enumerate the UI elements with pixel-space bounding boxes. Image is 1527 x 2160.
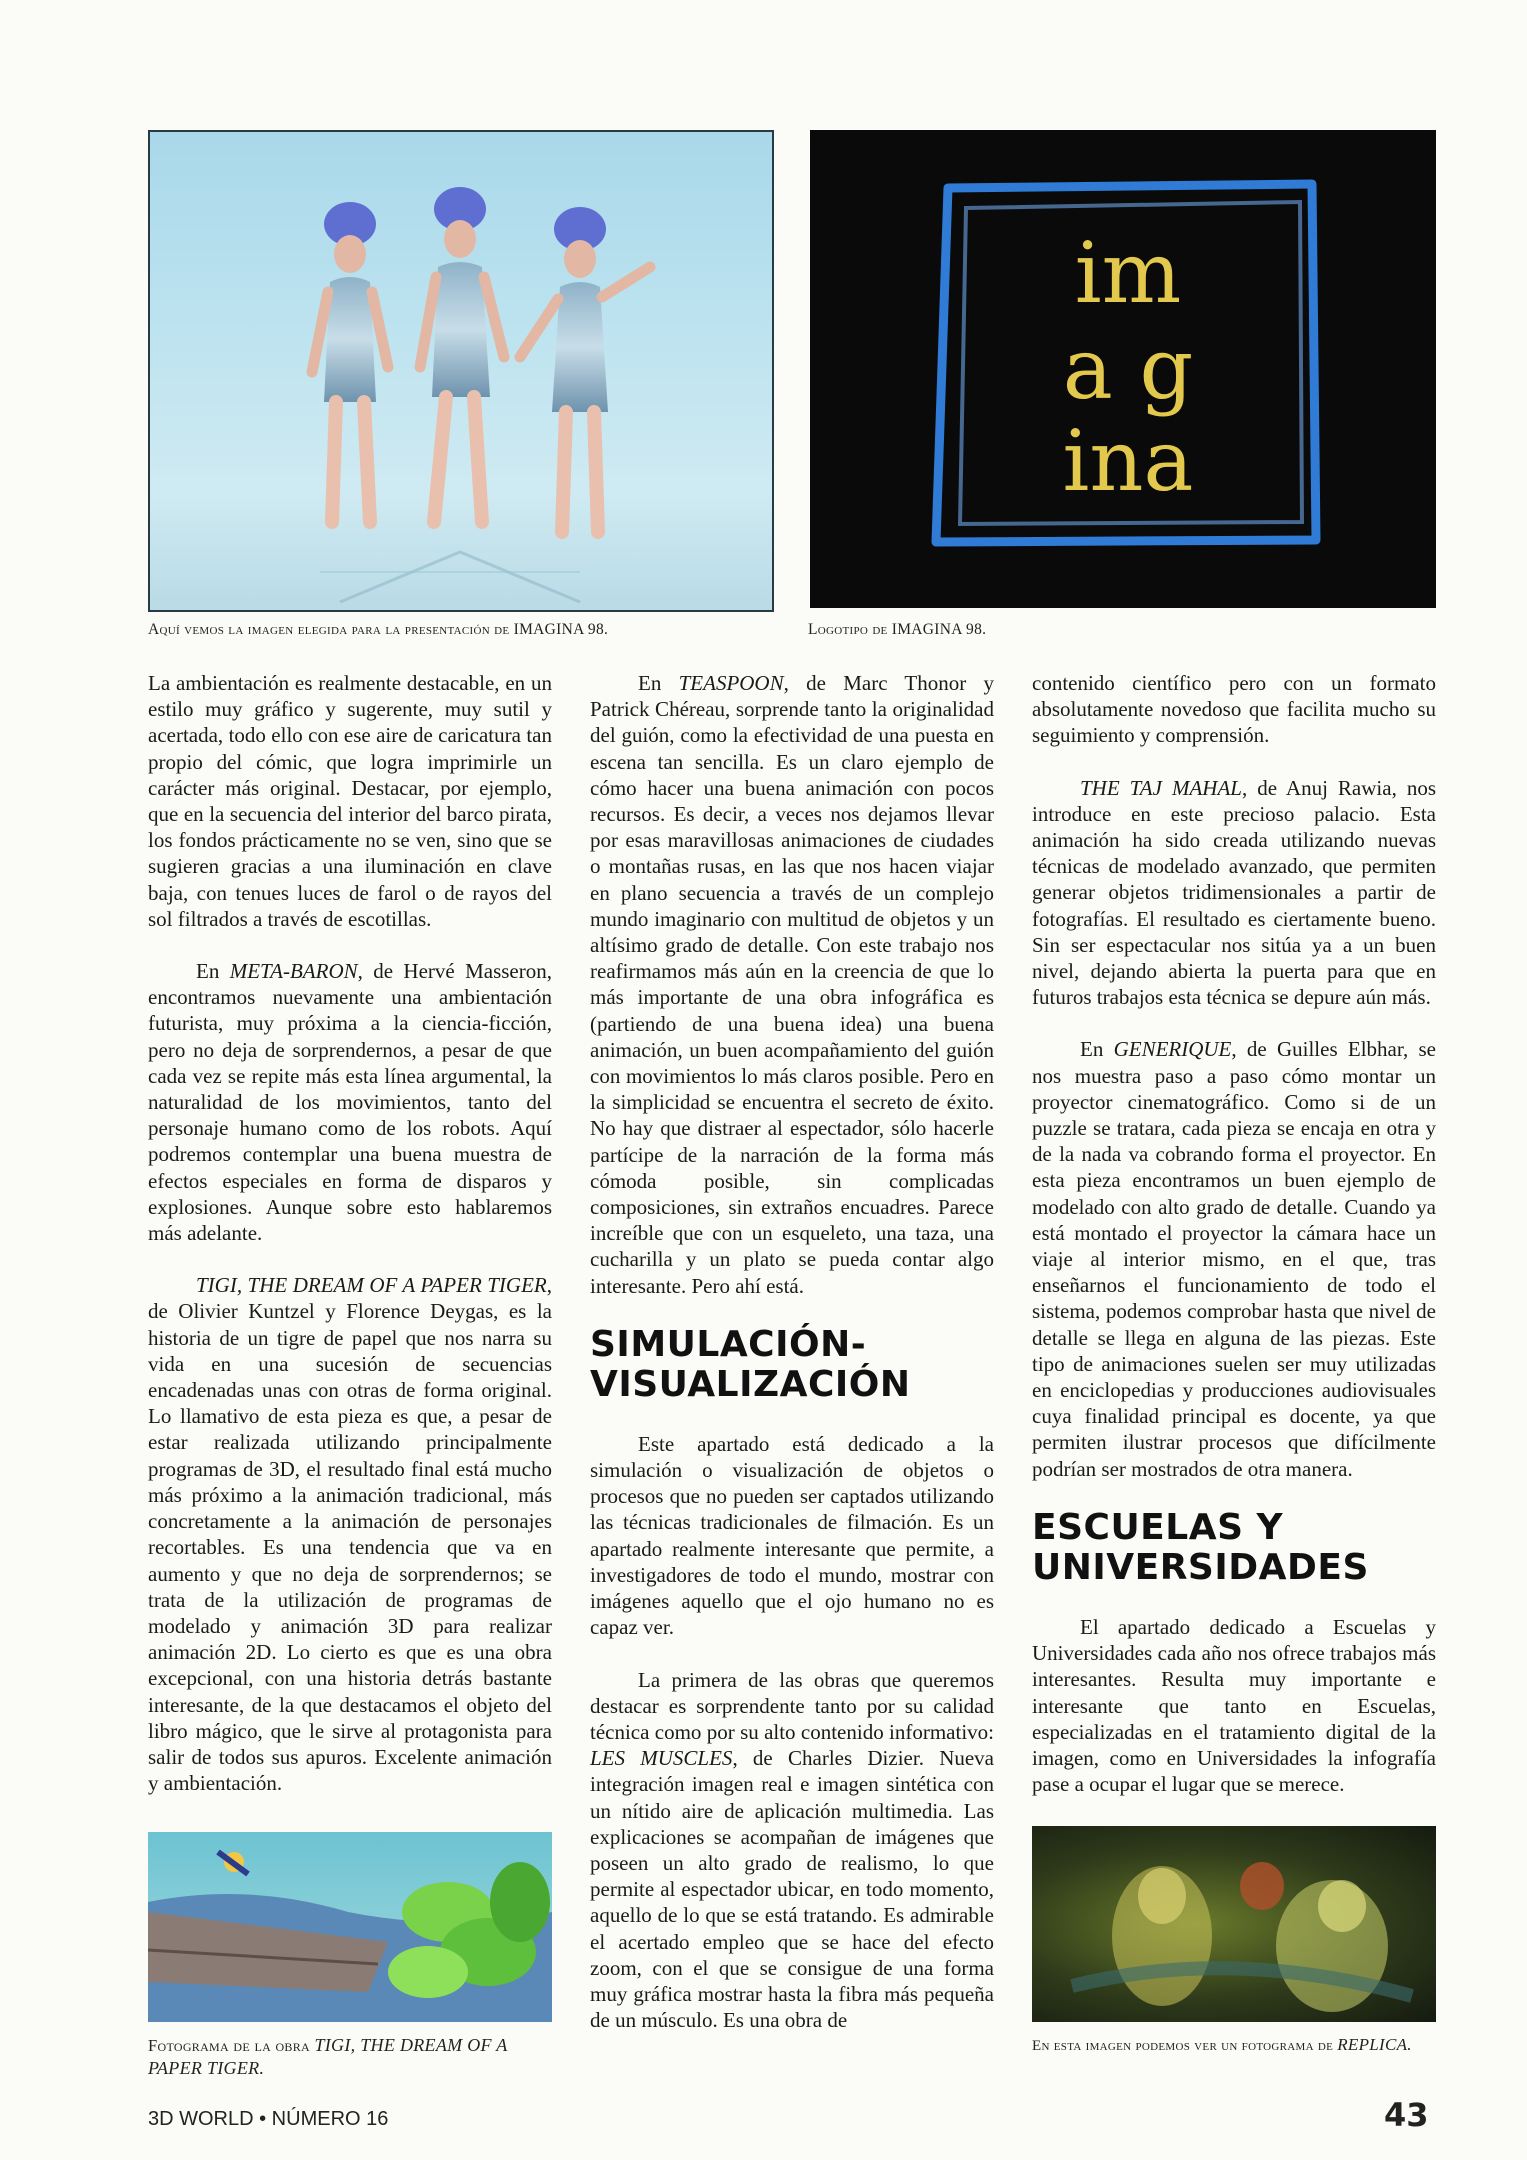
caption-top-right: Logotipo de IMAGINA 98.	[808, 621, 987, 638]
dancer-middle	[420, 187, 504, 522]
work-title-les-muscles: LES MUSCLES	[590, 1746, 733, 1771]
col3-paragraph-3: En GENERIQUE, de Guilles Elbhar, se nos muestra paso a paso cómo montar un proyector cinematográfico. Como si de un puzzle se tratara, cada pieza se encaja en otra y de la nada va cobrando forma el proyector. En esta pieza encontramos un buen ejemplo de modelado con alto grado de detalle. Cuando ya está montado el proyector la cámara hace un viaje al interior mismo, en el que, tras enseñarnos el funcionamiento de todo el sistema, podemos comprobar hasta que nivel de detalle se llega en alguna de las piezas. Este tipo de animaciones suelen ser muy utilizadas en enciclopedias y producciones audiovisuales cuya finalidad principal es docente, ya que permiten ilustrar procesos que difícilmente podrían ser mostrados de otra manera.	[1032, 1037, 1436, 1481]
logo-text-line1: im	[1074, 224, 1182, 322]
magazine-footer: 3D WORLD • NÚMERO 16	[148, 2108, 389, 2130]
tigi-illustration	[148, 1832, 552, 2022]
work-title-tigi: TIGI, THE DREAM OF A PAPER TIGER	[196, 1273, 547, 1298]
work-title-teaspoon: TEASPOON	[678, 671, 784, 695]
caption-bottom-right: En esta imagen podemos ver un fotograma de REPLICA.	[1032, 2035, 1412, 2054]
logo-text-line2: a g	[1062, 320, 1194, 418]
col1-paragraph-3: TIGI, THE DREAM OF A PAPER TIGER, de Olivier Kuntzel y Florence Deygas, es la historia de un tigre de papel que nos narra su vida en una sucesión de secuencias encadenadas unas con otras de forma original. Lo llamativo de esta pieza es que, a pesar de estar realizada utilizando principalmente programas de 3D, el resultado final está mucho más próximo a la animación tradicional, más concretamente a la animación de personajes recortables. Es una tendencia que va en aumento y que no deja de sorprendernos; se trata de la utilización de programas de modelado y animación 3D para realizar animación 2D. Lo cierto es que es una obra excepcional, con una historia detrás bastante interesante, de la que destacamos el objeto del libro mágico, que le sirve al protagonista para salir de todos sus apuros. Excelente animación y ambientación.	[148, 1273, 552, 1796]
col3-paragraph-2: THE TAJ MAHAL, de Anuj Rawia, nos introduce en este precioso palacio. Esta animación ha sido creada utilizando nuevas técnicas de modelado avanzado, que permiten generar objetos tridimensionales a partir de fotografías. El resultado es ciertamente bueno. Sin ser espectacular nos sitúa ya a un buen nivel, dejando abierta la puerta para que en futuros trabajos esta técnica se depure aún más.	[1032, 775, 1437, 1010]
dancer-left	[312, 202, 388, 522]
photo-three-women-dancers	[148, 130, 774, 612]
col3-paragraph-4: El apartado dedicado a Escuelas y Universidades cada año nos ofrece trabajos más interesantes. Resulta muy importante e interesante que tanto en Escuelas, especializadas en el tratamiento digital de la imagen, como en Universidades la infografía pase a ocupar el lugar que se merece.	[1032, 1614, 1436, 1797]
work-title-meta-baron: META-BARON	[229, 959, 358, 984]
logo-text-line3: ina	[1062, 412, 1194, 510]
caption-bottom-right-title: REPLICA.	[1337, 2035, 1412, 2054]
photo-tigi-paper-tiger-frame	[148, 1832, 552, 2022]
col3-paragraph-1: contenido científico pero con un formato absolutamente novedoso que facilita mucho su seguimiento y comprensión.	[1032, 671, 1436, 748]
article-column-2	[590, 670, 994, 2033]
caption-bottom-left-title: TIGI, THE DREAM OF A PAPER TIGER.	[148, 2035, 508, 2079]
section-heading-escuelas: ESCUELAS Y UNIVERSIDADES	[1032, 1506, 1369, 1588]
dancers-illustration	[150, 132, 772, 610]
replica-illustration	[1032, 1826, 1436, 2022]
photo-imagina-logo-square	[810, 130, 1436, 608]
col2-paragraph-3: La primera de las obras que queremos destacar es sorprendente tanto por su calidad técnica como por su alto contenido informativo: LES MUSCLES, de Charles Dizier. Nueva integración imagen real e imagen sintética con un nítido aire de aplicación multimedia. Las explicaciones se acompañan de imágenes que poseen un alto grado de realismo, lo que permite al espectador ubicar, en todo momento, aquello de lo que se está tratando. Es admirable el acertado empleo que se hace del efecto zoom, con el que se consigue de una forma muy gráfica mostrar hasta la fibra más pequeña de un músculo. Es una obra de	[590, 1667, 994, 2033]
dancer-right	[520, 207, 650, 532]
caption-bottom-left: Fotograma de la obra TIGI, THE DREAM OF A PAPER TIGER.	[148, 2035, 508, 2079]
col2-paragraph-2: Este apartado está dedicado a la simulación o visualización de objetos o procesos que no pueden ser captados utilizando las técnicas tradicionales de filmación. Es un apartado realmente interesante que permite, a investigadores de todo el mundo, mostrar con imágenes aquello que el ojo humano no es capaz ver.	[590, 1431, 994, 1640]
work-title-taj-mahal: THE TAJ MAHAL	[1080, 775, 1242, 800]
imagina-logo-illustration	[810, 130, 1436, 608]
col1-paragraph-1: La ambientación es realmente destacable, en un estilo muy gráfico y sugerente, muy sutil y acertada, todo ello con ese aire de caricatura tan propio del cómic, que logra imprimirle un carácter más original. Destacar, por ejemplo, que en la secuencia del interior del barco pirata, los fondos prácticamente no se ven, sino que se sugieren gracias a una iluminación en clave baja, con tenues luces de farol o de rayos del sol filtrados a través de escotillas.	[148, 671, 552, 931]
article-column-1	[148, 670, 552, 1796]
col2-paragraph-1: En TEASPOON, de Marc Thonor y Patrick Chéreau, sorprende tanto la originalidad del guión, como la efectividad de una puesta en escena tan sencilla. Es un claro ejemplo de cómo hacer una buena animación con pocos recursos. Es decir, a veces nos dejamos llevar por esas maravillosas animaciones de ciudades o montañas rusas, en las que nos hacen viajar en plano secuencia a través de un complejo mundo imaginario con multitud de objetos y un altísimo grado de detalle. Con este trabajo nos reafirmamos más aún en la creencia de que lo más importante de una obra infográfica es (partiendo de una buena idea) una buena animación, un buen acompañamiento del guión con movimientos lo más claros posible. Pero en la simplicidad se encuentra el secreto de éxito. No hay que distraer al espectador, sólo hacerle partícipe de la narración de la forma más cómoda posible, sin complicadas composiciones, sin extraños encuadres. Parece increíble que con un esqueleto, una taza, una cucharilla y un plato se pueda contar algo interesante. Pero ahí está.	[590, 671, 995, 1298]
article-column-3	[1032, 670, 1436, 1797]
photo-replica-frame	[1032, 1826, 1436, 2022]
caption-top-left: Aquí vemos la imagen elegida para la presentación de IMAGINA 98.	[148, 621, 609, 638]
col1-paragraph-2: En META-BARON, de Hervé Masseron, encontramos nuevamente una ambientación futurista, muy próxima a la ciencia-ficción, pero no deja de sorprendernos, a pesar de que cada vez se repite más esta línea argumental, la naturalidad de los movimientos, tanto del personaje humano como de los robots. Aquí podremos contemplar una buena muestra de efectos especiales en forma de disparos y explosiones. Aunque sobre esto hablaremos más adelante.	[148, 959, 552, 1246]
work-title-generique: GENERIQUE	[1113, 1037, 1232, 1062]
page-number: 43	[1384, 2096, 1429, 2134]
section-heading-simulacion: SIMULACIÓN- VISUALIZACIÓN	[590, 1323, 911, 1405]
